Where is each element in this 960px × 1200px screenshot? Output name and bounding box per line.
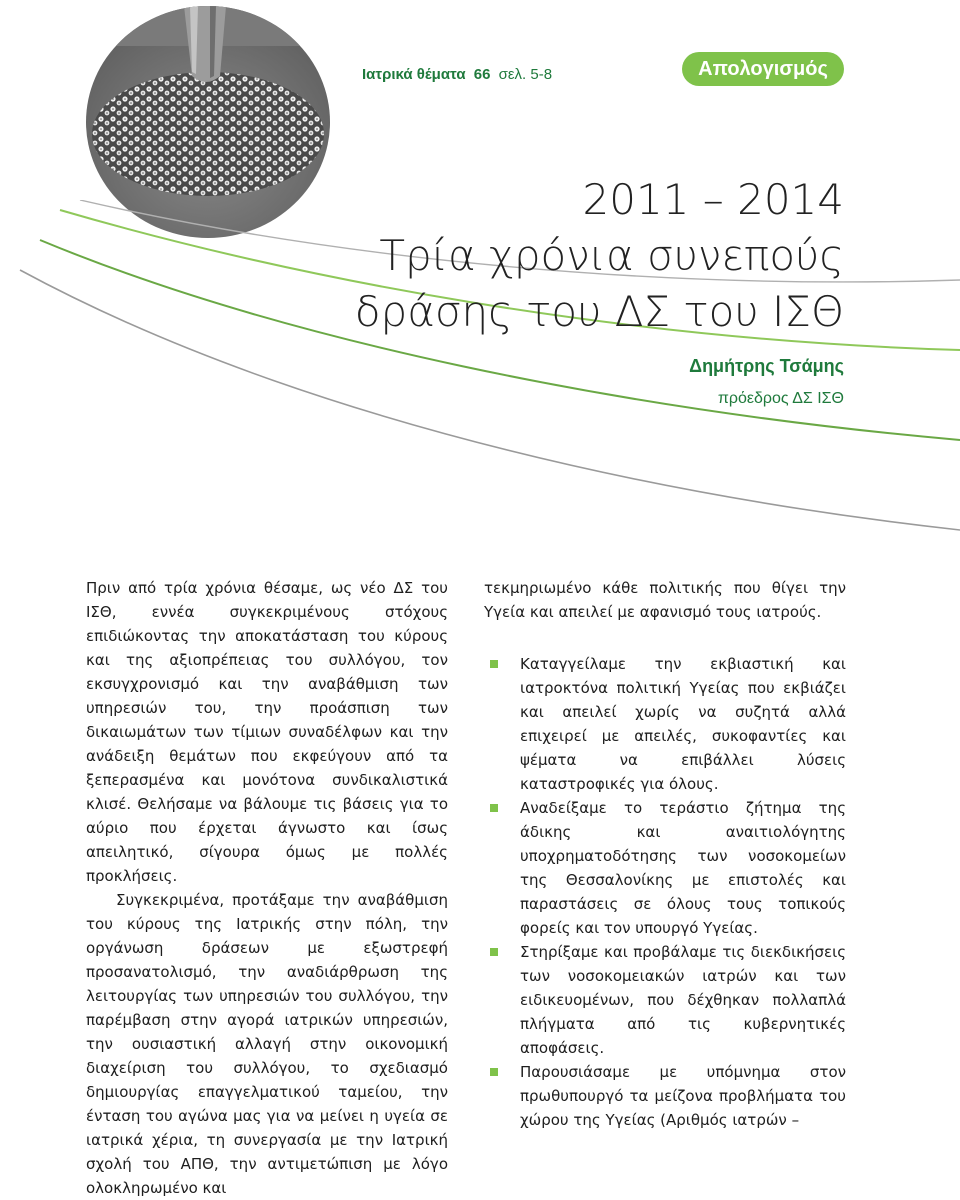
paragraph: Συγκεκριμένα, προτάξαμε την αναβάθμιση του κύρους της Ιατρικής στην πόλη, την οργάνωση δράσεων με εξωστρεφή προσανατολισμό, την αναδιάρθρωση της λειτουργίας των υπηρεσιών του συλλόγου, την παρέμβαση στην αγορά ιατρικών υπηρεσιών, την ουσιαστική αλλαγή στην οικονομική διαχείριση του συλλόγου, το σχεδιασμό δημιουργίας επαγγελματικού ταμείου, την ένταση του αγώνα μας για να μείνει η υγεία σε ιατρικά χέρια, τη συνεργασία με την Ιατρική σχολή του ΑΠΘ, την αντιμετώπιση με λόγο ολοκληρωμένο και bbox=[86, 891, 448, 1197]
list-item: Καταγγείλαμε την εκβιαστική και ιατροκτόνα πολιτική Υγείας που εκβιάζει και απειλεί χωρίς να συζητά αλλά επιχειρεί με απειλές, συκοφαντίες και ψέματα να επιβάλλει λύσεις καταστροφικές για όλους. bbox=[484, 652, 846, 796]
article-title bbox=[355, 172, 844, 340]
page-range: σελ. 5-8 bbox=[498, 66, 553, 83]
title-line-2: Τρία χρόνια συνεπούς bbox=[379, 231, 844, 280]
paragraph: Πριν από τρία χρόνια θέσαμε, ως νέο ΔΣ του ΙΣΘ, εννέα συγκεκριμένους στόχους επιδιώκοντας την αποκατάσταση του κύρους και της αξιοπρέπειας του συλλόγου, τον εκσυγχρονισμό και την αναβάθμιση των υπηρεσιών του, την προάσπιση των δικαιωμάτων των τίμιων συναδέλφων και την ανάδειξη θεμάτων που εκφεύγουν από τα ξεπερασμένα και μονότονα συνδικαλιστικά κλισέ. Θελήσαμε να βάλουμε τις βάσεις για το αύριο που έρχεται άγνωστο και ίσως απειλητικό, σίγουρα όμως με πολλές προκλήσεις. bbox=[86, 579, 448, 885]
list-item: Αναδείξαμε το τεράστιο ζήτημα της άδικης και αναιτιολόγητης υποχρηματοδότησης των νοσοκομείων της Θεσσαλονίκης με επιστολές και παραστάσεις σε όλους τους τοπικούς φορείς και τον υπουργό Υγείας. bbox=[484, 796, 846, 940]
list-item: Στηρίξαμε και προβάλαμε τις διεκδικήσεις των νοσοκομειακών ιατρών και των ειδικευομένων, που δέχθηκαν πολλαπλά πλήγματα από τις κυβερνητικές αποφάσεις. bbox=[484, 940, 846, 1060]
author-name: Δημήτρης Τσάμης bbox=[689, 356, 844, 376]
journal-name: Ιατρικά θέματα bbox=[362, 66, 466, 83]
issue-number: 66 bbox=[473, 66, 491, 83]
body-column-right bbox=[484, 576, 846, 1132]
title-line-years: 2011 – 2014 bbox=[582, 175, 844, 224]
list-item: Παρουσιάσαμε με υπόμνημα στον πρωθυπουργό τα μείζονα προβλήματα του χώρου της Υγείας (Αριθμός ιατρών – bbox=[484, 1060, 846, 1132]
author-role: πρόεδρος ΔΣ ΙΣΘ bbox=[717, 390, 844, 407]
achievements-list bbox=[484, 652, 846, 1132]
title-line-3: δράσης του ΔΣ του ΙΣΘ bbox=[354, 287, 844, 336]
category-badge: Απολογισμός bbox=[682, 52, 844, 86]
journal-reference bbox=[362, 66, 552, 83]
paragraph: τεκμηριωμένο κάθε πολιτικής που θίγει την Υγεία και απειλεί με αφανισμό τους ιατρούς. bbox=[484, 579, 846, 621]
body-column-left bbox=[86, 576, 448, 1200]
